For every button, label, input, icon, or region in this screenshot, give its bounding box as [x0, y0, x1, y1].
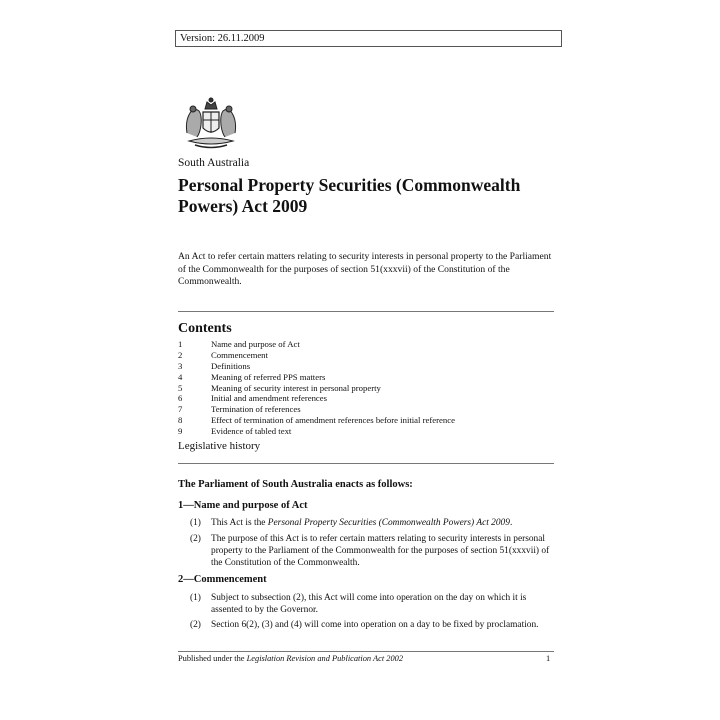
subsection-number: (1) [190, 593, 201, 603]
jurisdiction: South Australia [178, 157, 250, 169]
toc-item-number: 4 [178, 371, 183, 382]
toc-item-number: 8 [178, 415, 183, 426]
toc-item-title: Commencement [211, 349, 268, 360]
subsection-number: (2) [190, 620, 201, 630]
subsection-text: The purpose of this Act is to refer certain matters relating to security interests in personal property to the Parliament of the Commonwealth for the purposes of section 51(xxxvii) of the Constitution of the Commonwealth. [211, 534, 550, 568]
page-number: 1 [546, 654, 551, 663]
footer-divider [178, 651, 554, 652]
toc-item-title: Meaning of referred PPS matters [211, 371, 326, 382]
toc-item-number: 6 [178, 393, 183, 404]
version-label: Version: 26.11.2009 [180, 33, 265, 44]
version-box [175, 30, 562, 47]
footer-publication-note: Published under the Legislation Revision and Publication Act 2002 [178, 654, 404, 663]
toc-item[interactable] [178, 339, 554, 350]
toc-item[interactable] [178, 350, 554, 361]
toc-item-title: Meaning of security interest in personal property [211, 382, 381, 393]
toc-item[interactable] [178, 426, 554, 437]
coat-of-arms-icon [179, 95, 243, 150]
toc-item[interactable] [178, 361, 554, 372]
enacting-formula: The Parliament of South Australia enacts as follows: [178, 479, 413, 490]
toc-item-number: 2 [178, 349, 183, 360]
subsection-text: Subject to subsection (2), this Act will come into operation on the day on which it is assented to by the Governor. [211, 593, 527, 615]
toc-item-title: Evidence of tabled text [211, 426, 292, 437]
legislative-history-link[interactable]: Legislative history [178, 440, 261, 452]
toc-item-title: Effect of termination of amendment references before initial reference [211, 415, 455, 426]
act-title: Personal Property Securities (Commonwealth Powers) Act 2009 [178, 175, 521, 216]
table-of-contents [178, 339, 554, 437]
contents-heading: Contents [178, 321, 232, 336]
contents-divider [178, 311, 554, 312]
subsection-number: (1) [190, 518, 201, 528]
section-heading: 1—Name and purpose of Act [178, 500, 308, 511]
toc-item-title: Initial and amendment references [211, 393, 328, 404]
toc-item-title: Termination of references [211, 404, 301, 415]
subsection-text: Section 6(2), (3) and (4) will come into operation on a day to be fixed by proclamation. [211, 620, 539, 630]
toc-item-number: 9 [178, 426, 183, 437]
body-divider [178, 463, 554, 464]
subsection-text: This Act is the Personal Property Securities (Commonwealth Powers) Act 2009. [211, 518, 513, 528]
toc-item[interactable] [178, 404, 554, 415]
section-heading: 2—Commencement [178, 574, 267, 585]
toc-item-number: 1 [178, 339, 183, 349]
toc-item-number: 7 [178, 404, 183, 415]
toc-item[interactable] [178, 393, 554, 404]
toc-item-title: Name and purpose of Act [211, 339, 300, 349]
toc-item-number: 5 [178, 382, 183, 393]
toc-item[interactable] [178, 415, 554, 426]
long-title: An Act to refer certain matters relating to security interests in personal property to the Parliament of the Commonwealth for the purposes of section 51(xxxvii) of the Constitution of the Commonwealth. [178, 251, 552, 287]
toc-item-number: 3 [178, 360, 183, 371]
toc-item-title: Definitions [211, 360, 251, 371]
subsection-number: (2) [190, 534, 201, 544]
toc-item[interactable] [178, 372, 554, 383]
toc-item[interactable] [178, 383, 554, 394]
